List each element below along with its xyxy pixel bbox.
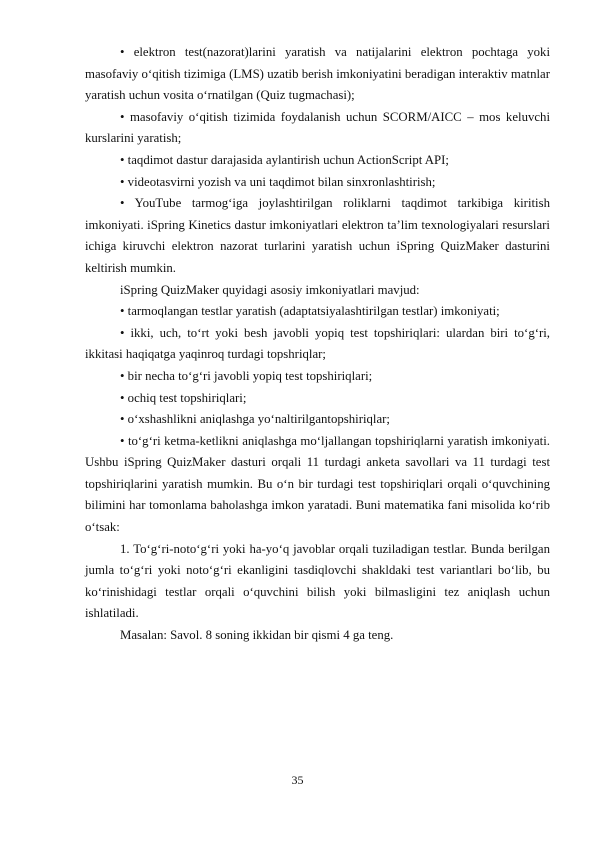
paragraph-multi-answer: • bir necha to‘g‘ri javobli yopiq test topshiriqlari;	[120, 368, 373, 383]
paragraph-scorm: • masofaviy o‘qitish tizimida foydalanish uchun SCORM/AICC – mos keluvchi kurslarini yaratish;	[85, 109, 550, 146]
document-page	[85, 42, 550, 647]
paragraph-branched-tests: • tarmoqlangan testlar yaratish (adaptatsiyalashtirilgan testlar) imkoniyati;	[120, 304, 500, 319]
paragraph-true-false: 1. To‘g‘ri-noto‘g‘ri yoki ha-yo‘q javoblar orqali tuziladigan testlar. Bunda berilgan jumla to‘g‘ri yoki noto‘g‘ri ekanligini tasdiqlovchi shakldaki test variantlari bo‘lib, bu ko‘rinishidagi testlar orqali o‘quvchini bilish yoki bilmasligini tez aniqlash uchun ishlatiladi.	[85, 541, 550, 621]
paragraph-quizmaker-intro: iSpring QuizMaker quyidagi asosiy imkoniyatlari mavjud:	[120, 282, 420, 297]
paragraph-example: Masalan: Savol. 8 soning ikkidan bir qismi 4 ga teng.	[120, 628, 394, 643]
paragraph-quiz-tool: • elektron test(nazorat)larini yaratish va natijalarini elektron pochtaga yoki masofaviy o‘qitish tizimiga (LMS) uzatib berish imkoniyatini beradigan interaktiv matnlar yaratish uchun vosita o‘rnatilgan (Quiz tugmachasi);	[85, 45, 550, 103]
paragraph-open-tests: • ochiq test topshiriqlari;	[120, 390, 247, 405]
paragraph-youtube: • YouTube tarmog‘iga joylashtirilgan roliklarni taqdimot tarkibiga kiritish imkoniyati. iSpring Kinetics dastur imkoniyatlari elektron ta’lim texnologiyalari resurslari ichiga kiruvchi elektron nazorat turlarini yaratish uchun iSpring QuizMaker dasturini keltirish mumkin.	[85, 196, 550, 275]
paragraph-video: • videotasvirni yozish va uni taqdimot bilan sinxronlashtirish;	[120, 174, 436, 189]
paragraph-sequence: • to‘g‘ri ketma-ketlikni aniqlashga mo‘ljallangan topshiriqlarni yaratish imkoniyati. Ushbu iSpring QuizMaker dasturi orqali 11 turdagi anketa savollari va 11 turdagi test topshiriqlarini yaratish mumkin. Bu o‘n bir turdagi test topshiriqlari orqali o‘quvchining bilimini har tomonlama baholashga imkon yaratadi. Buni matematika fani misolida ko‘rib o‘tsak:	[85, 433, 550, 535]
page-number: 35	[291, 773, 304, 787]
paragraph-actionscript: • taqdimot dastur darajasida aylantirish uchun ActionScript API;	[120, 152, 449, 167]
paragraph-closed-tests: • ikki, uch, to‘rt yoki besh javobli yopiq test topshiriqlari: ulardan biri to‘g‘ri, ikkitasi haqiqatga yaqinroq turdagi topshriqlar;	[85, 325, 550, 362]
paragraph-matching: • o‘xshashlikni aniqlashga yo‘naltirilgantopshiriqlar;	[120, 412, 390, 427]
